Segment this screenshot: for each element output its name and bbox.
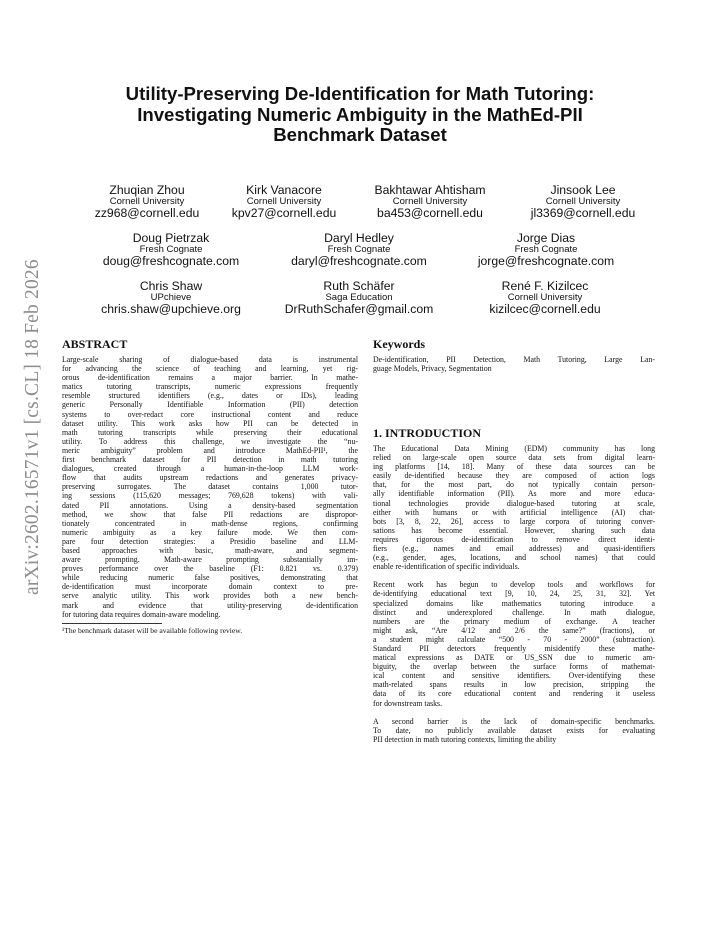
author-affiliation: Fresh Cognate bbox=[327, 244, 391, 255]
text-line: specialized domains like mathematics tutoring introduce a bbox=[373, 598, 655, 608]
text-line: guage Models, Privacy, Segmentation bbox=[373, 364, 492, 374]
intro-paragraph bbox=[373, 580, 655, 707]
author-email: DrRuthSchafer@gmail.com bbox=[284, 302, 434, 316]
text-line: PII detection in math tutoring contexts, limiting the ability bbox=[373, 734, 557, 744]
intro-paragraph bbox=[373, 444, 655, 571]
text-line: The Educational Data Mining (EDM) community has long bbox=[373, 444, 655, 453]
text-line: dataset utility. This work asks how PII can be detected in bbox=[62, 418, 358, 428]
author-affiliation: Cornell University bbox=[545, 196, 621, 207]
text-line: method, we show that false PII redactions are dispropor- bbox=[62, 509, 358, 519]
intro-paragraph bbox=[373, 717, 655, 744]
text-line: preserving surrogates. The dataset contains 1,000 tutor- bbox=[62, 482, 358, 492]
author-affiliation: Fresh Cognate bbox=[514, 244, 578, 255]
author-affiliation: Saga Education bbox=[325, 292, 393, 303]
text-line: first benchmark dataset for PII detection in math tutoring bbox=[62, 455, 358, 465]
text-line: generic Personally Identifiable Information (PII) detection bbox=[62, 400, 358, 410]
author-affiliation: Cornell University bbox=[392, 196, 468, 207]
text-line: math tutoring transcripts while preserving their educational bbox=[62, 427, 358, 437]
text-line: data of its core educational content and rendering it useless bbox=[373, 689, 655, 699]
text-line: resemble structured identifiers (e.g., dates or IDs), leading bbox=[62, 391, 358, 401]
author-name: Doug Pietrzak bbox=[132, 231, 210, 245]
author-name: Daryl Hedley bbox=[324, 231, 394, 245]
author-block bbox=[76, 232, 266, 268]
text-line: relied on large-scale open source data sets from digital learn- bbox=[373, 453, 655, 463]
text-line: utility. To address this challenge, we investigate the “nu- bbox=[62, 436, 358, 446]
text-line: math-related spans results in low precision, stripping the bbox=[373, 680, 655, 690]
text-line: flow that audits upstream redactions and generates privacy- bbox=[62, 473, 358, 483]
text-line: serve analytic utility. This work provides both a new bench- bbox=[62, 591, 358, 601]
text-line: based approaches with basic, math-aware, and segment- bbox=[62, 545, 358, 555]
text-line: biguity, the overlap between the surface forms of mathemat- bbox=[373, 662, 655, 672]
text-line: mark and evidence that utility-preserving de-identification bbox=[62, 600, 358, 610]
text-line: meric ambiguity” problem and introduce MathEd-PII¹, the bbox=[62, 445, 358, 455]
text-line: aware prompting. Math-aware prompting substantially im- bbox=[62, 555, 358, 565]
author-name: Bakhtawar Ahtisham bbox=[374, 183, 486, 197]
text-line: ing platforms [14, 18]. Many of these data sources can be bbox=[373, 462, 655, 472]
section-heading: 1. INTRODUCTION bbox=[373, 426, 482, 440]
text-line: (e.g., gender, ages, locations, and school names) that could bbox=[373, 553, 655, 563]
text-line: Large-scale sharing of dialogue-based data is instrumental bbox=[62, 355, 358, 364]
text-line: that, for the most part, do not typically contain person- bbox=[373, 480, 655, 490]
text-line: tional technologies provide dialogue-based tutoring at scale, bbox=[373, 498, 655, 508]
text-line: numeric ambiguity as a key failure mode. We then com- bbox=[62, 527, 358, 537]
text-line: either with humans or with artificial intelligence (AI) chat- bbox=[373, 507, 655, 517]
left-column bbox=[62, 338, 358, 635]
text-line: enable re-identification of specific individuals. bbox=[373, 562, 520, 572]
author-block bbox=[264, 232, 454, 268]
text-line: while reducing numeric false positives, demonstrating that bbox=[62, 573, 358, 583]
author-email: kizilcec@cornell.edu bbox=[489, 302, 601, 316]
text-line: ing sessions (115,620 messages; 769,628 tokens) with vali- bbox=[62, 491, 358, 501]
author-name: Jorge Dias bbox=[516, 231, 576, 245]
author-block bbox=[470, 280, 620, 316]
author-block bbox=[269, 280, 449, 316]
text-line: De-identification, PII Detection, Math Tutoring, Large Lan- bbox=[373, 355, 655, 364]
abstract-heading: ABSTRACT bbox=[62, 337, 128, 351]
text-line: pare four detection strategies: a Presidio baseline and LLM- bbox=[62, 536, 358, 546]
text-line: for advancing the science of teaching and learning, yet rig- bbox=[62, 364, 358, 374]
text-line: To date, no publicly available dataset exists for evaluating bbox=[373, 725, 655, 735]
author-email: chris.shaw@upchieve.org bbox=[101, 302, 241, 316]
text-line: sations has become essential. However, sharing such data bbox=[373, 525, 655, 535]
text-line: for tutoring data requires domain-aware modeling. bbox=[62, 609, 221, 619]
author-email: doug@freshcognate.com bbox=[102, 254, 240, 268]
footnote: ¹The benchmark dataset will be available following review. bbox=[62, 625, 243, 635]
text-line: Standard PII detectors frequently misidentify these mathe- bbox=[373, 643, 655, 653]
author-affiliation: Cornell University bbox=[246, 196, 322, 207]
text-line: bots [3, 8, 22, 26], access to large corpora of tutoring conver- bbox=[373, 516, 655, 526]
text-line: numbers are the primary medium of exchange. A teacher bbox=[373, 616, 655, 626]
author-affiliation: Cornell University bbox=[507, 292, 583, 303]
author-email: kpv27@cornell.edu bbox=[231, 206, 337, 220]
text-line: dialogues, created through a human-in-the-loop LLM work- bbox=[62, 464, 358, 474]
author-affiliation: Cornell University bbox=[109, 196, 185, 207]
author-name: Chris Shaw bbox=[139, 279, 203, 293]
author-email: zz968@cornell.edu bbox=[94, 206, 200, 220]
arxiv-identifier: arXiv:2602.16571v1 [cs.CL] 18 Feb 2026 bbox=[22, 259, 43, 595]
abstract-body bbox=[62, 355, 358, 619]
author-email: jorge@freshcognate.com bbox=[477, 254, 615, 268]
text-line: tionately concentrated in math-dense regions, confirming bbox=[62, 518, 358, 528]
author-name: Ruth Schäfer bbox=[323, 279, 395, 293]
author-name: Jinsook Lee bbox=[550, 183, 616, 197]
author-block bbox=[96, 280, 246, 316]
text-line: matical expressions as DATE or US_SSN due to numeric am- bbox=[373, 653, 655, 663]
author-affiliation: UPchieve bbox=[150, 292, 192, 303]
text-line: requires rigorous de-identification to remove direct identi- bbox=[373, 534, 655, 544]
author-name: Zhuqian Zhou bbox=[109, 183, 185, 197]
text-line: fiers (e.g., names and email addresses) and quasi-identifiers bbox=[373, 544, 655, 554]
text-line: systems to over-redact core instructional content and reduce bbox=[62, 409, 358, 419]
text-line: for downstream tasks. bbox=[373, 698, 443, 708]
title-line: Investigating Numeric Ambiguity in the MathEd-PII bbox=[137, 103, 583, 125]
author-email: daryl@freshcognate.com bbox=[291, 254, 427, 268]
text-line: a student might calculate “500 - 70 - 2000” (subtraction). bbox=[373, 634, 655, 644]
keywords-body bbox=[373, 355, 655, 373]
text-line: proves performance over the baseline (F1: 0.821 vs. 0.379) bbox=[62, 564, 358, 574]
text-line: easily de-identified because they are composed of action logs bbox=[373, 471, 655, 481]
text-line: distinct and underexplored challenge. In math dialogue, bbox=[373, 607, 655, 617]
text-line: de-identification must incorporate domain context to pre- bbox=[62, 582, 358, 592]
author-affiliation: Fresh Cognate bbox=[139, 244, 203, 255]
text-line: matics tutoring transcripts, numeric expressions frequently bbox=[62, 382, 358, 392]
author-name: René F. Kizilcec bbox=[501, 279, 589, 293]
author-email: jl3369@cornell.edu bbox=[530, 206, 636, 220]
right-column bbox=[373, 338, 655, 373]
text-line: ally identifiable information (PII). As more and more educa- bbox=[373, 489, 655, 499]
author-block bbox=[494, 184, 672, 220]
footnote-rule bbox=[62, 623, 162, 624]
text-line: A second barrier is the lack of domain-specific benchmarks. bbox=[373, 716, 655, 726]
text-line: dated PII annotations. Using a density-based segmentation bbox=[62, 500, 358, 510]
text-line: orous de-identification remains a major barrier. In mathe- bbox=[62, 373, 358, 383]
text-line: might ask, “Are 4/12 and 2/6 the same?” (fractions), or bbox=[373, 625, 655, 635]
keywords-heading: Keywords bbox=[373, 337, 425, 351]
paper-title bbox=[60, 84, 660, 146]
author-name: Kirk Vanacore bbox=[246, 183, 322, 197]
text-line: Recent work has begun to develop tools and workflows for bbox=[373, 580, 655, 590]
author-email: ba453@cornell.edu bbox=[377, 206, 483, 220]
title-line: Benchmark Dataset bbox=[273, 124, 447, 145]
author-block bbox=[341, 184, 519, 220]
introduction-section bbox=[373, 427, 655, 744]
text-line: ical content and sensitive identifiers. Over-identifying these bbox=[373, 671, 655, 681]
title-line: Utility-Preserving De-Identification for Math Tutoring: bbox=[125, 83, 595, 104]
author-block bbox=[451, 232, 641, 268]
text-line: de-identifying educational text [9, 10, 24, 25, 31, 32]. Yet bbox=[373, 589, 655, 599]
